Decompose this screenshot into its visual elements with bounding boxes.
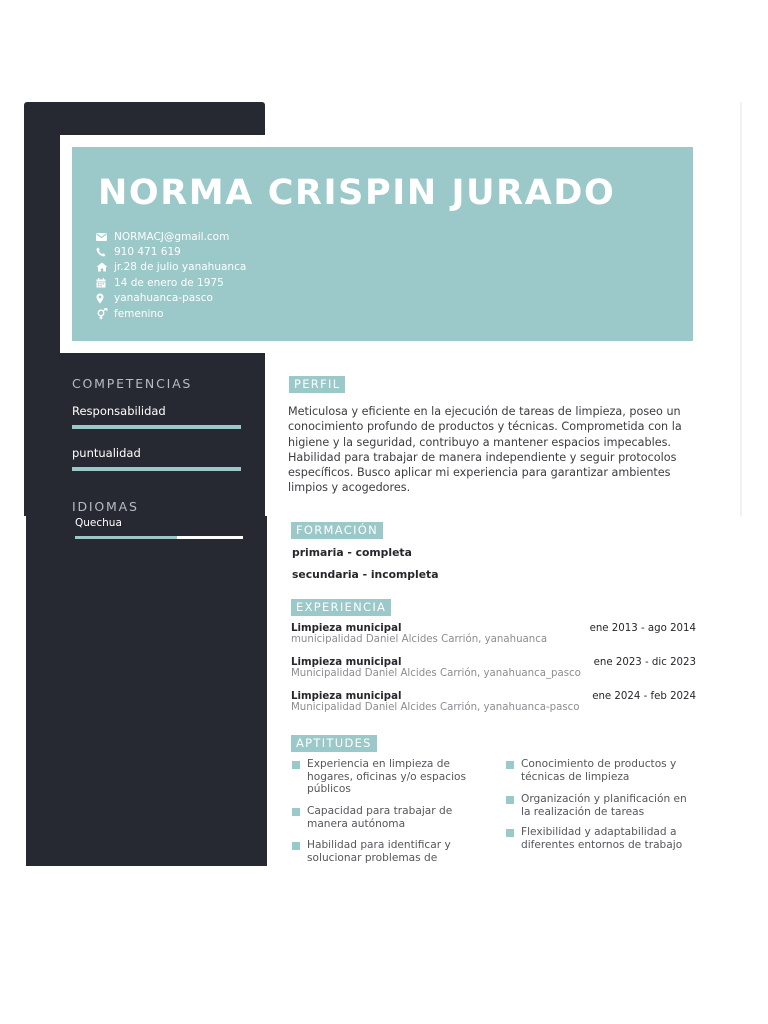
aptitude-item: Experiencia en limpieza de hogares, oficinas y/o espacios públicos (292, 758, 477, 796)
bullet-square-icon (292, 842, 300, 850)
aptitude-item: Conocimiento de productos y técnicas de limpieza (506, 758, 696, 783)
bullet-square-icon (506, 761, 514, 769)
calendar-icon (96, 278, 114, 288)
experience-organization: Municipalidad Daniel Alcides Carrión, yanahuanca-pasco (291, 702, 580, 713)
skill-level-bar (72, 425, 241, 429)
aptitude-item: Capacidad para trabajar de manera autónoma (292, 805, 477, 830)
location-pin-icon (96, 293, 114, 304)
envelope-icon (96, 233, 114, 241)
contact-birthdate: 14 de enero de 1975 (96, 275, 246, 290)
aptitudes-section-title: APTITUDES (291, 735, 377, 752)
language-label: Quechua (75, 517, 122, 529)
home-icon (96, 262, 114, 272)
experience-dates: ene 2013 - ago 2014 (589, 623, 696, 634)
contact-address: jr.28 de julio yanahuanca (96, 260, 246, 275)
experience-dates: ene 2023 - dic 2023 (593, 657, 696, 668)
header-panel (72, 147, 693, 341)
profile-section-title: PERFIL (289, 376, 345, 393)
education-item: primaria - completa (292, 546, 412, 559)
bullet-square-icon (292, 761, 300, 769)
experience-item (291, 623, 696, 645)
phone-icon (96, 247, 114, 257)
experience-organization: municipalidad Daniel Alcides Carrión, yanahuanca (291, 634, 548, 645)
skill-label: puntualidad (72, 446, 141, 460)
skill-label: Responsabilidad (72, 404, 166, 418)
skill-level-bar (72, 467, 241, 471)
experience-section-title: EXPERIENCIA (291, 599, 391, 616)
experience-organization: Municipalidad Daniel Alcides Carrión, yanahuanca_pasco (291, 668, 581, 679)
contact-phone: 910 471 619 (96, 244, 246, 259)
aptitude-item: Flexibilidad y adaptabilidad a diferentes entornos de trabajo (506, 826, 696, 851)
bullet-square-icon (506, 829, 514, 837)
experience-item (291, 691, 696, 713)
experience-item (291, 657, 696, 679)
language-level-fill (75, 536, 177, 539)
contact-gender: femenino (96, 306, 246, 321)
contact-location: yanahuanca-pasco (96, 291, 246, 306)
aptitude-item: Habilidad para identificar y solucionar problemas de (292, 839, 477, 864)
experience-title: Limpieza municipal (291, 623, 402, 634)
profile-text: Meticulosa y eficiente en la ejecución de tareas de limpieza, poseo un conocimiento profundo de productos y técnicas. Comprometida con la higiene y la seguridad, contribuyo a mantener espacios impecables. Habilidad para trabajar de manera independiente y seguir protocolos específicos. Busco aplicar mi experiencia para garantizar ambientes limpios y acogedores. (288, 405, 682, 495)
page-edge-line (740, 102, 742, 516)
bullet-square-icon (506, 796, 514, 804)
language-level-track (75, 536, 243, 539)
experience-title: Limpieza municipal (291, 657, 402, 668)
contact-email: NORMACJ@gmail.com (96, 229, 246, 244)
sidebar-background-bottom (26, 516, 267, 866)
education-item: secundaria - incompleta (292, 568, 439, 581)
experience-title: Limpieza municipal (291, 691, 402, 702)
skills-section-title: COMPETENCIAS (72, 376, 193, 391)
experience-dates: ene 2024 - feb 2024 (592, 691, 696, 702)
aptitude-item: Organización y planificación en la realización de tareas (506, 793, 696, 818)
bullet-square-icon (292, 808, 300, 816)
education-section-title: FORMACIÓN (291, 522, 383, 539)
contact-list (96, 229, 246, 321)
languages-section-title: IDIOMAS (72, 499, 139, 514)
gender-icon (96, 308, 114, 320)
candidate-name: NORMA CRISPIN JURADO (98, 173, 616, 213)
